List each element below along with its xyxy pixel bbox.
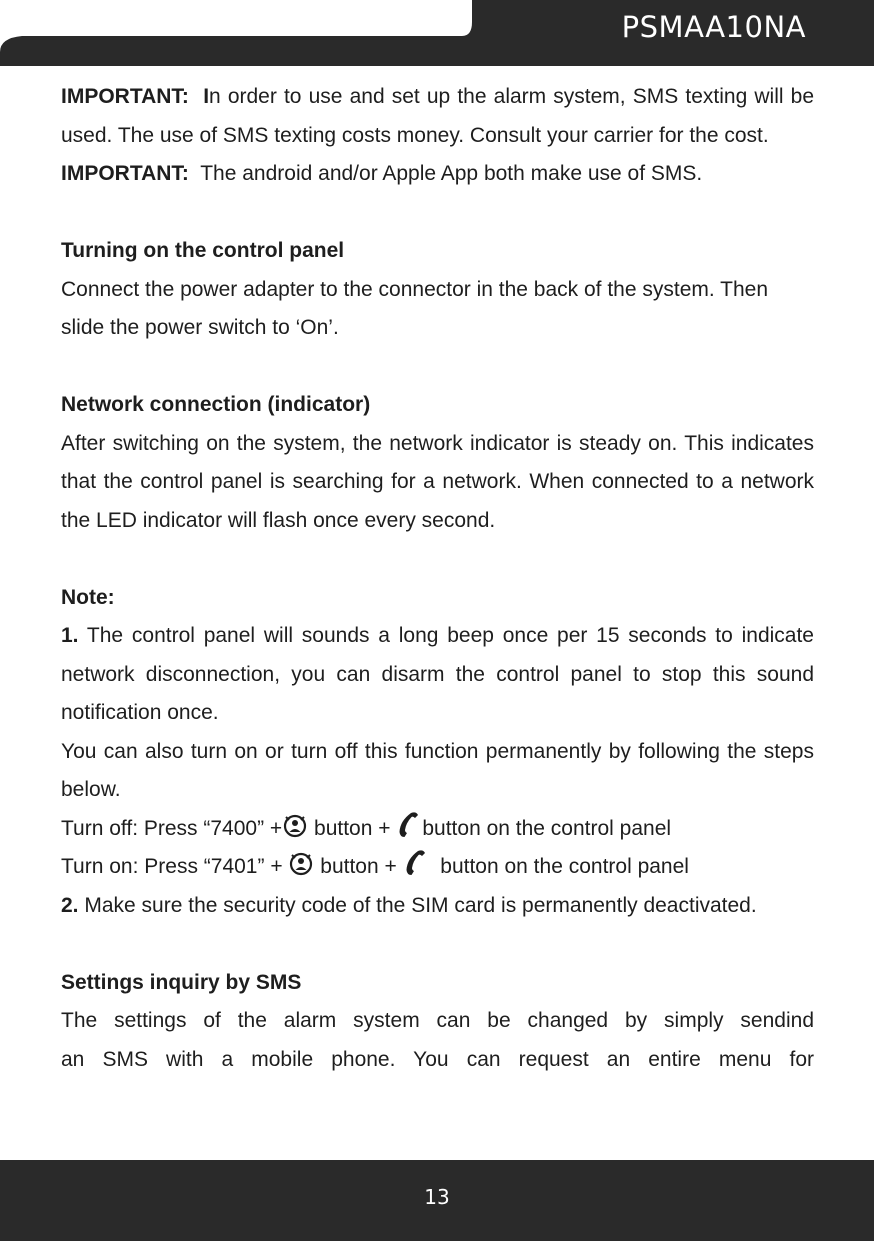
important-text: n order to use and set up the alarm system, SMS texting will be used. The use of SMS texting costs money. Consult your carrier for the cost.: [61, 85, 815, 147]
settings-heading: Settings inquiry by SMS: [61, 970, 302, 994]
note-also: You can also turn on or turn off this function permanently by following the steps below.: [61, 739, 814, 801]
section-heading-network: [61, 386, 814, 425]
turn-on-prefix: Turn on: Press “7401” +: [61, 855, 283, 878]
important-label: IMPORTANT:: [61, 85, 189, 108]
network-heading: Network connection (indicator): [61, 393, 371, 416]
turn-on-button1-text: button +: [320, 855, 397, 878]
section-heading-settings: [61, 964, 814, 1003]
note-item-2-text: Make sure the security code of the SIM card is permanently deactivated.: [84, 893, 757, 917]
important-text-2: The android and/or Apple App both make use of SMS.: [200, 162, 703, 185]
phone-handset-icon: [396, 811, 422, 841]
settings-body-line-1: The settings of the alarm system can be changed by simply sendind: [61, 1009, 814, 1032]
network-body: After switching on the system, the network indicator is steady on. This indicates that the control panel is searching for a network. When connected to a network the LED indicator will flash once every second.: [61, 431, 814, 532]
turning-on-heading: Turning on the control panel: [61, 239, 345, 262]
important-note-sms: [61, 78, 814, 155]
note-heading-text: Note:: [61, 585, 115, 609]
turn-off-button1-text: button +: [314, 816, 391, 840]
note-heading: [61, 579, 814, 618]
important-note-app: [61, 155, 814, 194]
note-item-2: [61, 887, 814, 926]
disarm-face-icon: [288, 851, 314, 877]
turn-off-prefix: Turn off: Press “7400” +: [61, 816, 283, 840]
note-item-2-number: 2.: [61, 893, 79, 917]
turn-on-instruction: [61, 848, 814, 887]
turn-on-button2-text: button on the control panel: [440, 855, 689, 878]
settings-body-line-2: an SMS with a mobile phone. You can request an entire menu for: [61, 1047, 814, 1071]
turn-off-button2-text: button on the control panel: [422, 816, 672, 840]
turn-off-instruction: [61, 810, 814, 849]
page-number: 13: [424, 1185, 450, 1209]
note-item-1-number: 1.: [61, 624, 79, 647]
section-heading-turning-on: [61, 232, 814, 271]
page-content: [61, 78, 814, 1079]
note-item-1-text: The control panel will sounds a long beep once per 15 seconds to indicate network disconnection, you can disarm the control panel to stop this sound notification once.: [61, 624, 814, 724]
note-item-1: [61, 617, 814, 733]
turning-on-body: Connect the power adapter to the connector in the back of the system. Then slide the power switch to ‘On’.: [61, 277, 769, 339]
phone-handset-icon: [403, 849, 429, 879]
important-label-2: IMPORTANT:: [61, 162, 189, 185]
footer-bar: [0, 1160, 874, 1241]
disarm-face-icon: [282, 813, 308, 839]
header-model-number: PSMAA10NA: [621, 10, 806, 44]
important-first-letter: I: [203, 85, 210, 108]
